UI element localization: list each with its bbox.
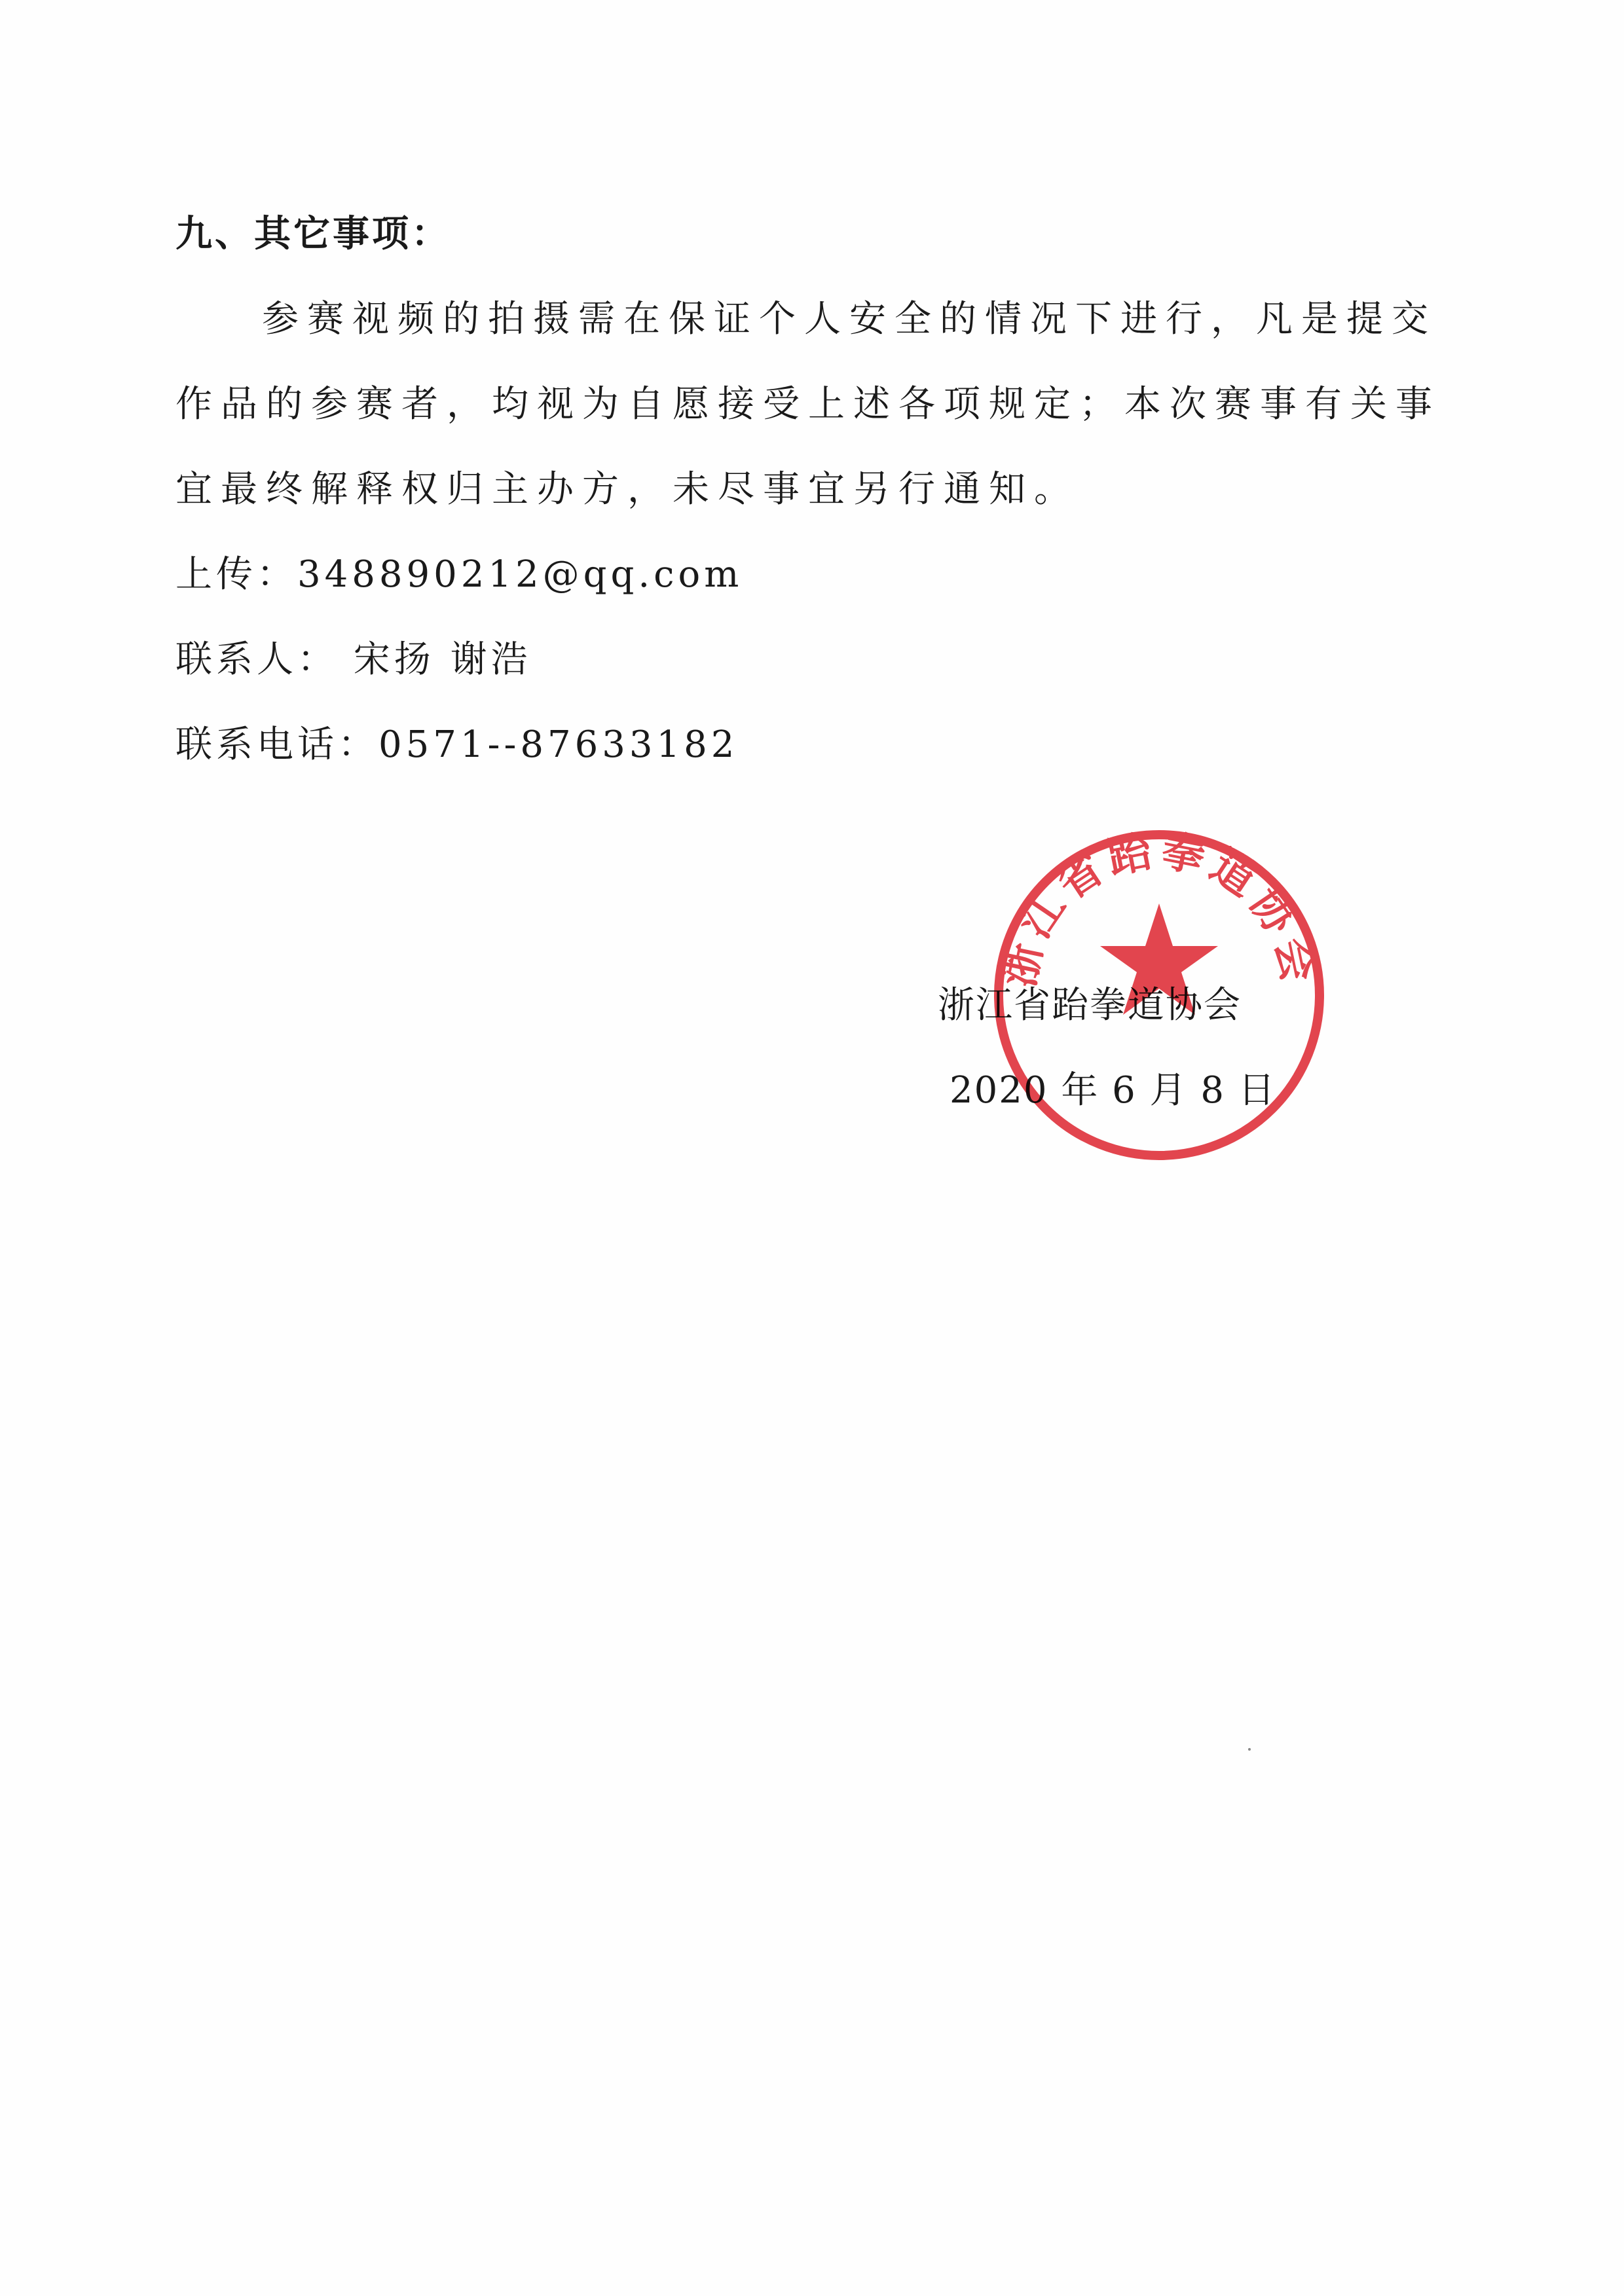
- body-line-1: 参赛视频的拍摄需在保证个人安全的情况下进行，凡是提交: [262, 298, 1437, 340]
- signature-date: 2020 年 6 月 8 日: [950, 1069, 1276, 1112]
- body-line-3: 宜最终解释权归主办方，未尽事宜另行通知。: [175, 468, 1079, 511]
- seal-outer-ring: [999, 835, 1320, 1156]
- seal-star-icon: [1100, 903, 1218, 1015]
- seal-text: 浙江省跆拳道协会: [992, 824, 1326, 992]
- section-heading: 九、其它事项：: [175, 213, 451, 255]
- official-seal: [982, 818, 1336, 1172]
- scan-speck: [1248, 1748, 1251, 1751]
- contact-person-line: 联系人： 宋扬 谢浩: [175, 638, 532, 681]
- contact-phone-line: 联系电话：0571--87633182: [175, 723, 739, 766]
- body-line-2: 作品的参赛者，均视为自愿接受上述各项规定；本次赛事有关事: [175, 383, 1441, 426]
- upload-email-line: 上传：348890212@qq.com: [175, 553, 743, 596]
- signature-organization: 浙江省跆拳道协会: [938, 984, 1242, 1027]
